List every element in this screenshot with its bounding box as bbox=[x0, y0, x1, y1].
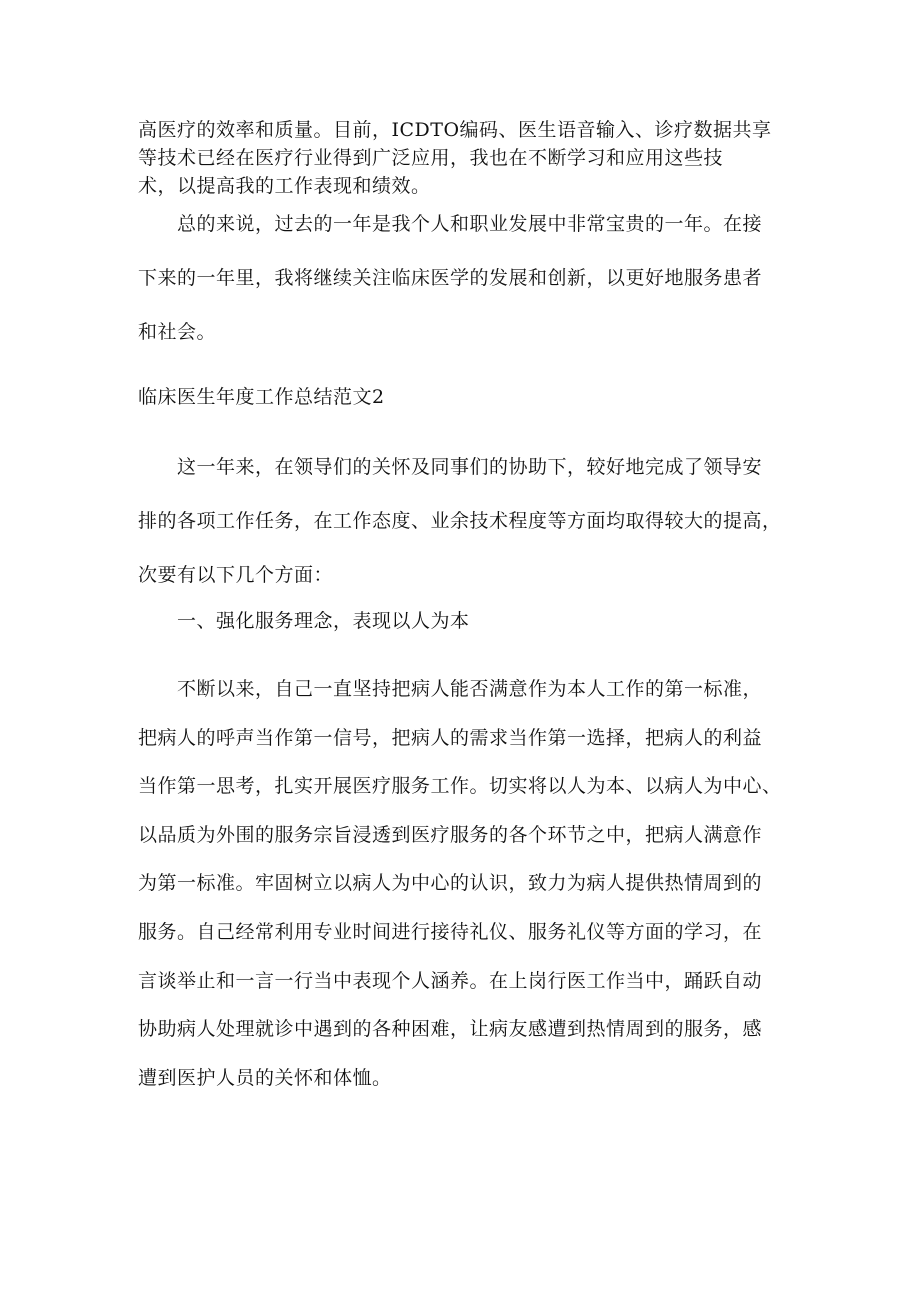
text-line: 次要有以下几个方面： bbox=[138, 564, 334, 586]
text-line: 术，以提高我的工作表现和绩效。 bbox=[138, 175, 431, 197]
section-heading bbox=[138, 383, 788, 411]
subsection-heading bbox=[138, 607, 788, 635]
text-line: 协助病人处理就诊中遇到的各种困难，让病友感遭到热情周到的服务，感 bbox=[138, 1018, 763, 1041]
text-line: 以品质为外围的服务宗旨浸透到医疗服务的各个环节之中，把病人满意作 bbox=[138, 823, 763, 846]
text-line: 排的各项工作任务，在工作态度、业余技术程度等方面均取得较大的提高， bbox=[138, 510, 782, 532]
text-line: 不断以来，自己一直坚持把病人能否满意作为本人工作的第一标准， bbox=[138, 678, 763, 700]
text-line: 等技术已经在医疗行业得到广泛应用，我也在不断学习和应用这些技 bbox=[138, 147, 724, 169]
paragraph-body bbox=[138, 665, 788, 1102]
text-line: 当作第一思考，扎实开展医疗服务工作。切实将以人为本、以病人为中心、 bbox=[138, 775, 782, 798]
text-line: 和社会。 bbox=[138, 321, 217, 343]
text-line: 临床医生年度工作总结范文2 bbox=[138, 386, 385, 408]
text-line: 这一年来，在领导们的关怀及同事们的协助下，较好地完成了领导安 bbox=[138, 456, 763, 478]
paragraph-continuation bbox=[138, 116, 788, 200]
paragraph-summary bbox=[138, 197, 788, 359]
text-line: 把病人的呼声当作第一信号，把病人的需求当作第一选择，把病人的利益 bbox=[138, 726, 763, 749]
text-line: 服务。自己经常利用专业时间进行接待礼仪、服务礼仪等方面的学习，在 bbox=[138, 920, 763, 943]
text-line: 遭到医护人员的关怀和体恤。 bbox=[138, 1066, 392, 1089]
text-line: 下来的一年里，我将继续关注临床医学的发展和创新，以更好地服务患者 bbox=[138, 267, 763, 289]
paragraph-intro bbox=[138, 440, 788, 602]
text-line: 高医疗的效率和质量。目前，ICDTO编码、医生语音输入、诊疗数据共享 bbox=[138, 119, 772, 141]
text-line: 为第一标准。牢固树立以病人为中心的认识，致力为病人提供热情周到的 bbox=[138, 872, 763, 895]
text-line: 总的来说，过去的一年是我个人和职业发展中非常宝贵的一年。在接 bbox=[138, 213, 763, 235]
text-line: 一、强化服务理念，表现以人为本 bbox=[138, 610, 470, 632]
text-line: 言谈举止和一言一行当中表现个人涵养。在上岗行医工作当中，踊跃自动 bbox=[138, 969, 763, 992]
